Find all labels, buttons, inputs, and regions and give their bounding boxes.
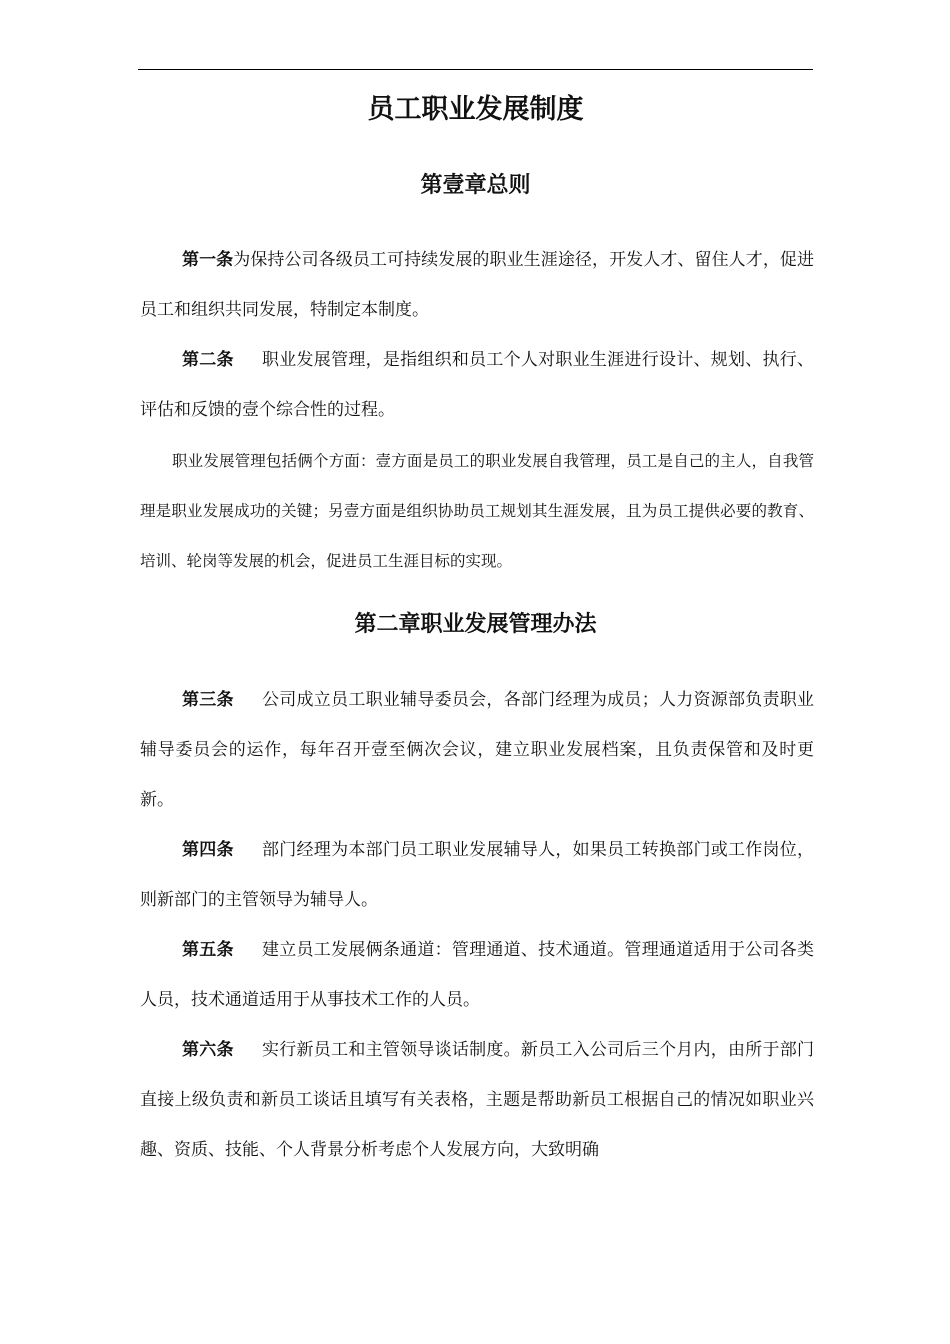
document-title: 员工职业发展制度 — [367, 94, 584, 125]
note-paragraph: 职业发展管理包括俩个方面：壹方面是员工的职业发展自我管理，员工是自己的主人，自我管理是职业发展成功的关键；另壹方面是组织协助员工规划其生涯发展，且为员工提供必要的教育、培训、轮岗等发展的机会，促进员工生涯目标的实现。 — [140, 452, 814, 570]
header-rule — [138, 69, 813, 70]
chapter-heading-2: 第二章职业发展管理办法 — [354, 612, 597, 637]
article-text: 实行新员工和主管领导谈话制度。新员工入公司后三个月内，由所于部门直接上级负责和新员工谈话且填写有关表格，主题是帮助新员工根据自己的情况如职业兴趣、资质、技能、个人背景分析考虑个人发展方向，大致明确 — [140, 1040, 815, 1160]
article-number: 第三条 — [182, 690, 234, 710]
article-number: 第五条 — [182, 940, 234, 960]
article-text: 为保持公司各级员工可持续发展的职业生涯途径，开发人才、留住人才，促进员工和组织共同发展，特制定本制度。 — [140, 250, 814, 320]
article-5 — [140, 925, 814, 1025]
article-text: 公司成立员工职业辅导委员会，各部门经理为成员；人力资源部负责职业辅导委员会的运作，每年召开壹至俩次会议，建立职业发展档案，且负责保管和及时更新。 — [140, 690, 815, 810]
article-text: 部门经理为本部门员工职业发展辅导人，如果员工转换部门或工作岗位，则新部门的主管领导为辅导人。 — [140, 840, 815, 910]
article-text: 建立员工发展俩条通道：管理通道、技术通道。管理通道适用于公司各类人员，技术通道适用于从事技术工作的人员。 — [140, 940, 815, 1010]
article-text: 职业发展管理，是指组织和员工个人对职业生涯进行设计、规划、执行、评估和反馈的壹个综合性的过程。 — [140, 350, 815, 420]
article-number: 第六条 — [182, 1040, 234, 1060]
article-number: 第四条 — [182, 840, 234, 860]
article-2 — [140, 335, 814, 435]
article-number: 第一条 — [182, 250, 234, 270]
article-6 — [140, 1025, 814, 1175]
article-3 — [140, 675, 814, 825]
article-4 — [140, 825, 814, 925]
article-number: 第二条 — [182, 350, 234, 370]
chapter-heading-1: 第壹章总则 — [420, 173, 531, 198]
article-1 — [140, 235, 814, 335]
